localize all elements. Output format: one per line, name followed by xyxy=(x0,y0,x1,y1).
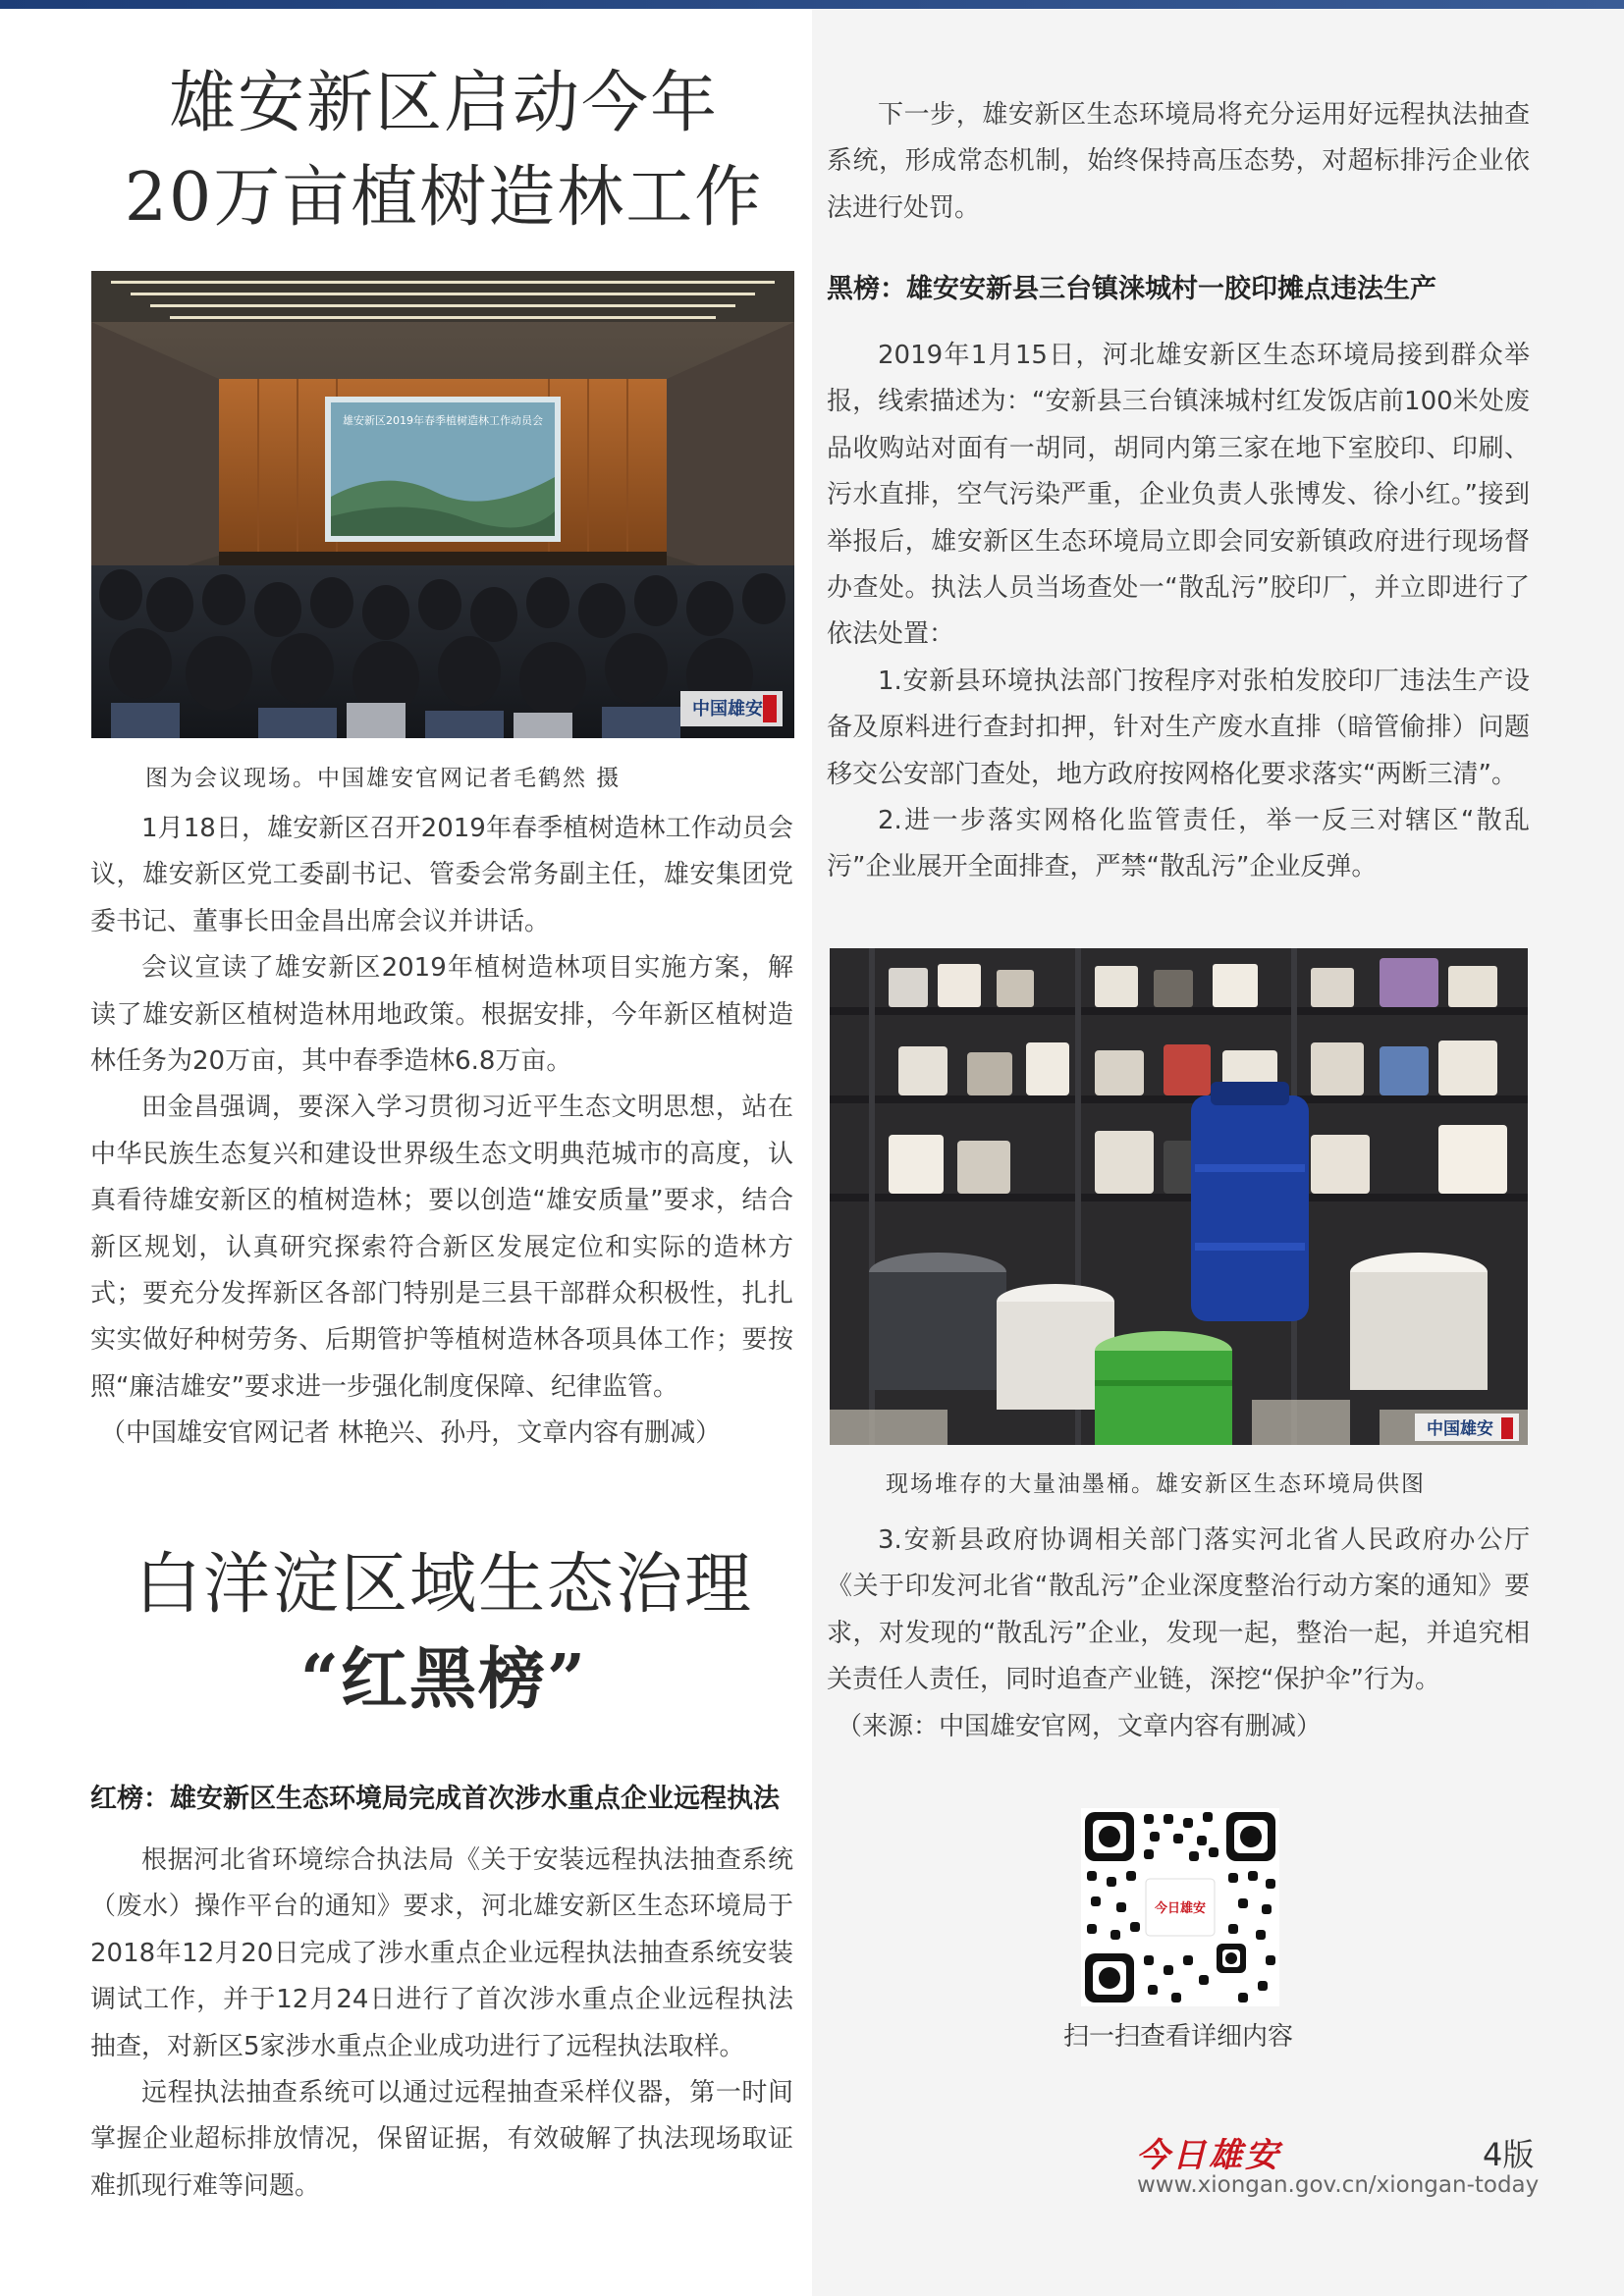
black-list-heading: 黑榜：雄安安新县三台镇涞城村一胶印摊点违法生产 xyxy=(827,274,1436,304)
page-number: 4版 xyxy=(1483,2136,1535,2173)
black-list-paragraph: 2.进一步落实网格化监管责任，举一反三对辖区“散乱污”企业展开全面排查，严禁“散乱污”企业反弹。 xyxy=(827,806,1530,882)
black-list-paragraph: 2019年1月15日，河北雄安新区生态环境局接到群众举报，线索描述为：“安新县三台镇涞城村红发饭店前100米处废品收购站对面有一胡同，胡同内第三家在地下室胶印、印刷、污水直排，空气污染严重，企业负责人张博发、徐小红。”接到举报后，雄安新区生态环境局立即会同安新镇政府进行现场督办查处。执法人员当场查处一“散乱污”胶印厂，并立即进行了依法处置： xyxy=(827,341,1530,650)
footer-logo: 今日雄安 xyxy=(1136,2136,1281,2175)
qr-code-label: 扫一扫查看详细内容 xyxy=(1062,2022,1293,2052)
black-list-body xyxy=(827,333,1530,891)
ink-photo-watermark: 中国雄安 xyxy=(1427,1419,1493,1439)
article2-title-line2: “红黑榜” xyxy=(299,1640,588,1719)
red-list-paragraph: 远程执法抽查系统可以通过远程抽查采样仪器，第一时间掌握企业超标排放情况，保留证据，有效破解了执法现场取证难抓现行难等问题。 xyxy=(90,2078,793,2201)
article1-title-line2: 20万亩植树造林工作 xyxy=(124,159,764,237)
article1-paragraph: 会议宣读了雄安新区2019年植树造林项目实施方案，解读了雄安新区植树造林用地政策。根据安排，今年新区植树造林任务为20万亩，其中春季造林6.8万亩。 xyxy=(90,953,793,1077)
meeting-photo-watermark: 中国雄安 xyxy=(692,699,763,720)
black-list-paragraph: 3.安新县政府协调相关部门落实河北省人民政府办公厅《关于印发河北省“散乱污”企业深度整治行动方案的通知》要求，对发现的“散乱污”企业，发现一起，整治一起，并追究相关责任人责任，同时追查产业链，深挖“保护伞”行为。 xyxy=(827,1525,1530,1695)
ink-buckets-photo-caption: 现场堆存的大量油墨桶。雄安新区生态环境局供图 xyxy=(886,1471,1426,1497)
article1-paragraph: 1月18日，雄安新区召开2019年春季植树造林工作动员会议，雄安新区党工委副书记、管委会常务副主任，雄安集团党委书记、董事长田金昌出席会议并讲话。 xyxy=(90,814,793,936)
article1-paragraph: 田金昌强调，要深入学习贯彻习近平生态文明思想，站在中华民族生态复兴和建设世界级生态文明典范城市的高度，认真看待雄安新区的植树造林；要以创造“雄安质量”要求，结合新区规划，认真研究探索符合新区发展定位和实际的造林方式；要充分发挥新区各部门特别是三县干部群众积极性，扎扎实实做好种树劳务、后期管护等植树造林各项具体工作；要按照“廉洁雄安”要求进一步强化制度保障、纪律监管。 xyxy=(90,1093,793,1402)
article2-title-line1: 白洋淀区域生态治理 xyxy=(134,1546,753,1624)
red-list-next-step xyxy=(827,92,1530,232)
black-list-continued xyxy=(827,1518,1530,1750)
footer-url[interactable]: www.xiongan.gov.cn/xiongan-today xyxy=(1137,2172,1540,2198)
meeting-photo-image xyxy=(91,271,794,738)
article2-title xyxy=(90,1538,797,1727)
article1-title-line1: 雄安新区启动今年 xyxy=(168,65,719,142)
meeting-photo-screen-text: 雄安新区2019年春季植树造林工作动员会 xyxy=(343,414,543,427)
black-list-paragraph: 1.安新县环境执法部门按程序对张柏发胶印厂违法生产设备及原料进行查封扣押，针对生产废水直排（暗管偷排）问题移交公安部门查处，地方政府按网格化要求落实“两断三清”。 xyxy=(827,666,1530,789)
qr-code[interactable] xyxy=(1081,1808,1279,2006)
red-list-next-step-paragraph: 下一步，雄安新区生态环境局将充分运用好远程执法抽查系统，形成常态机制，始终保持高压态势，对超标排污企业依法进行处罚。 xyxy=(827,100,1530,223)
red-list-paragraph: 根据河北省环境综合执法局《关于安装远程执法抽查系统（废水）操作平台的通知》要求，河北雄安新区生态环境局于2018年12月20日完成了涉水重点企业远程执法抽查系统安装调试工作，并于12月24日进行了首次涉水重点企业远程执法抽查，对新区5家涉水重点企业成功进行了远程执法取样。 xyxy=(90,1845,793,2061)
qr-code-image xyxy=(1081,1808,1279,2006)
top-bar xyxy=(0,0,1624,9)
ink-buckets-photo-image xyxy=(830,948,1528,1445)
qr-center-logo: 今日雄安 xyxy=(1154,1901,1207,1916)
red-list-heading: 红榜：雄安新区生态环境局完成首次涉水重点企业远程执法 xyxy=(90,1784,780,1814)
article1-title xyxy=(90,57,797,245)
red-list-body xyxy=(90,1838,793,2210)
meeting-photo xyxy=(91,271,794,738)
article2-source: （来源：中国雄安官网，文章内容有删减） xyxy=(837,1711,1323,1741)
ink-buckets-photo xyxy=(830,948,1528,1445)
article1-body xyxy=(90,806,793,1458)
meeting-photo-caption: 图为会议现场。中国雄安官网记者毛鹤然 摄 xyxy=(145,766,622,791)
article1-source: （中国雄安官网记者 林艳兴、孙丹，文章内容有删减） xyxy=(100,1418,722,1449)
